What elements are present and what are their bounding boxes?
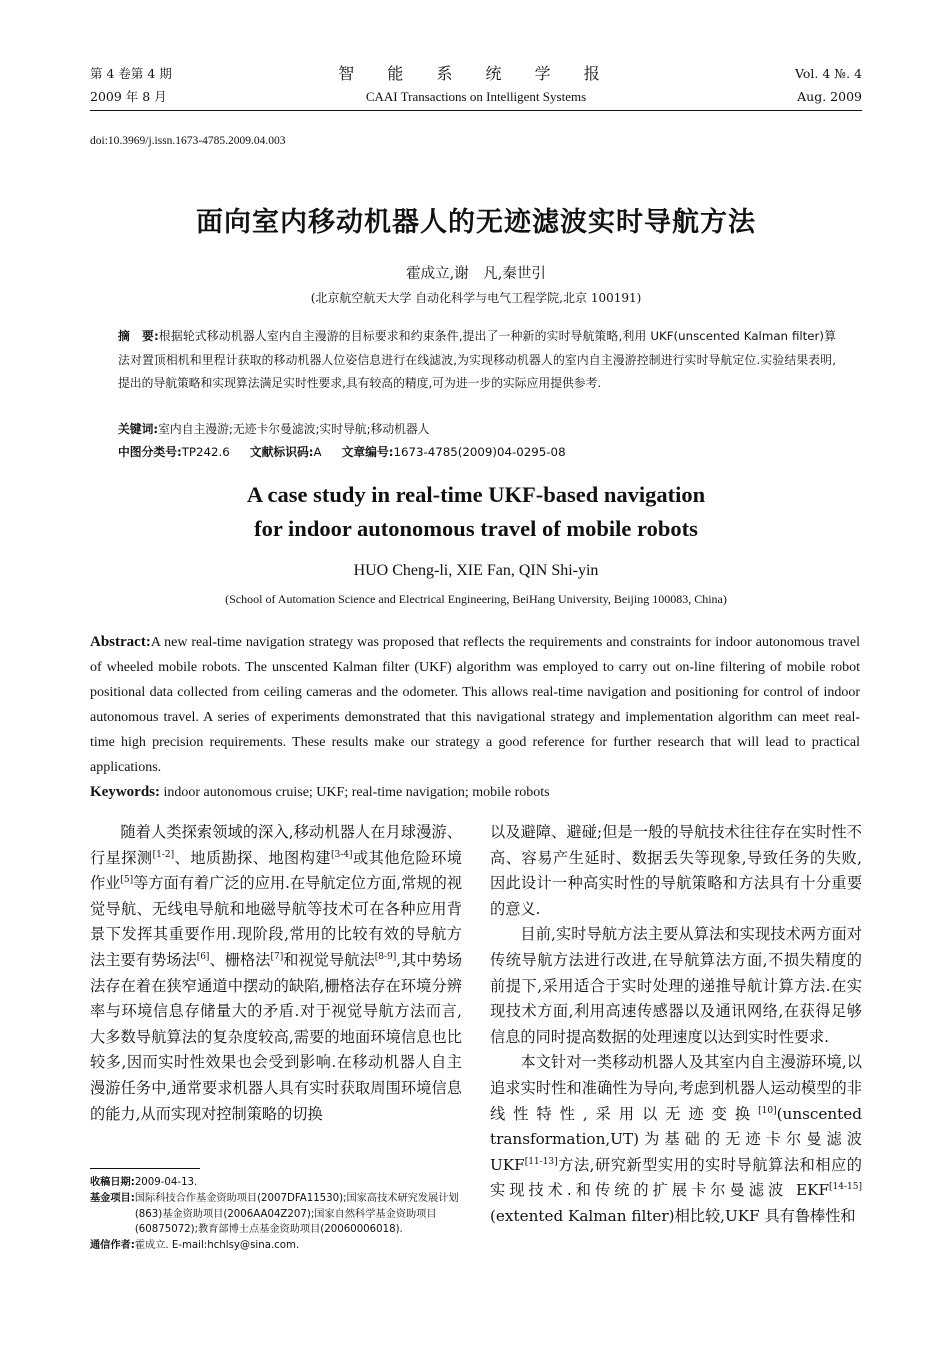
citation[interactable]: [11-13] bbox=[524, 1156, 558, 1167]
title-cn: 面向室内移动机器人的无迹滤波实时导航方法 bbox=[196, 207, 756, 238]
authors-cn: 霍成立,谢 凡,秦世引 bbox=[406, 266, 546, 282]
text-run: 或其他危险环境作业 bbox=[90, 848, 463, 893]
funding-label: 基金项目: bbox=[90, 1192, 135, 1204]
header-divider bbox=[90, 110, 862, 111]
text-run: 和视觉导航法 bbox=[283, 950, 375, 969]
volume-cn: 第 4 卷第 4 期 bbox=[90, 66, 172, 81]
abstract-cn-text: 根据轮式移动机器人室内自主漫游的目标要求和约束条件,提出了一种新的实时导航策略,利用 UKF(unscented Kalman filter)算法对置顶相机和里程计获取的移动机器人位姿信息进行在线滤波,为实现移动机器人的室内自主漫游控制进行实时导航定位.实验结果表明,提出的导航策略和实现算法满足实时性要求,具有较高的精度,可为进一步的实际应用提供参考. bbox=[118, 329, 837, 390]
footnotes bbox=[90, 1175, 462, 1254]
keywords-en-label: Keywords: bbox=[90, 784, 160, 800]
received-label: 收稿日期: bbox=[90, 1177, 135, 1188]
abstract-en-text: A new real-time navigation strategy was proposed that reflects the requirements and constraints for indoor autonomous travel of wheeled mobile robots. The unscented Kalman filter (UKF) algorithm was employed to carry out on-line filtering of mobile robot positional data collected from ceiling cameras and the odometer. This allows real-time navigation and positioning for control of indoor autonomous travel. A series of experiments demonstrated that this navigational strategy and implementation algorithm can meet real-time high precision requirements. These results make our strategy a good reference for further research that will lead to practical applications. bbox=[90, 635, 860, 775]
title-en-line2: for indoor autonomous travel of mobile robots bbox=[254, 516, 698, 541]
keywords-cn-label: 关键词: bbox=[118, 422, 159, 436]
text-run: 方法,研究新型实用的实时导航算法和相应的实现技术.和传统的扩展卡尔曼滤波 EKF bbox=[490, 1155, 862, 1200]
intro-paragraph-2: 目前,实时导航方法主要从算法和实现技术两方面对传统导航方法进行改进,在导航算法方面,不损失精度的前提下,采用适合于实时处理的递推导航计算方法.在实现技术方面,利用高速传感器以及通讯网络,在获得足够信息的同时提高数据的处理速度以达到实时性要求. bbox=[490, 925, 862, 1046]
clc-label: 中图分类号: bbox=[118, 445, 182, 459]
clc-value: TP242.6 bbox=[181, 445, 230, 459]
intro-paragraph-3 bbox=[490, 1050, 862, 1229]
citation[interactable]: [3-4] bbox=[330, 849, 353, 860]
classification-line bbox=[118, 441, 566, 463]
journal-header bbox=[90, 62, 862, 108]
text-run: ,其中势场法存在着在狭窄通道中摆动的缺陷,栅格法存在环境分辨率与环境信息存储量大的矛盾.对于视觉导航方法而言,大多数导航算法的复杂度较高,需要的地面环境信息也比较多,因而实时性效果也会受到影响.在移动机器人自主漫游任务中,通常要求机器人具有实时获取周围环境信息的能力,从而实现对控制策略的切换 bbox=[90, 950, 463, 1123]
corresponding-text: 霍成立. E-mail:hchlsy@sina.com. bbox=[134, 1240, 300, 1252]
text-run: 本文针对一类移动机器人及其室内自主漫游环境,以追求实时性和准确性为导向,考虑到机器人运动模型的非线性特性,采用以无迹变换 bbox=[490, 1053, 862, 1123]
article-no-value: 1673-4785(2009)04-0295-08 bbox=[393, 445, 566, 459]
citation[interactable]: [10] bbox=[758, 1105, 777, 1116]
article-no-label: 文章编号: bbox=[341, 445, 394, 459]
received-date: 2009-04-13. bbox=[134, 1177, 198, 1188]
affiliation-en: (School of Automation Science and Electrical Engineering, BeiHang University, Beijing 100083, China) bbox=[225, 592, 727, 606]
doc-code-value: A bbox=[313, 445, 322, 459]
journal-name-en: CAAI Transactions on Intelligent Systems bbox=[365, 89, 587, 104]
title-en-line1: A case study in real-time UKF-based navigation bbox=[246, 482, 706, 507]
body-column-right bbox=[490, 820, 862, 1230]
doc-code-label: 文献标识码: bbox=[249, 445, 314, 459]
date-en: Aug. 2009 bbox=[797, 89, 862, 104]
citation[interactable]: [14-15] bbox=[829, 1182, 862, 1193]
citation[interactable]: [1-2] bbox=[152, 849, 175, 860]
intro-paragraph-1-continued: 以及避障、避碰;但是一般的导航技术往往存在实时性不高、容易产生延时、数据丢失等现象,导致任务的失败,因此设计一种高实时性的导航策略和方法具有十分重要的意义. bbox=[490, 823, 862, 918]
volume-en: Vol. 4 №. 4 bbox=[794, 66, 862, 81]
keywords-en bbox=[90, 780, 550, 805]
text-run: 等方面有着广泛的应用.在导航定位方面,常规的视觉导航、无线电导航和地磁导航等技术可在各种应用背景下发挥其重要作用.现阶段,常用的比较有效的导航方法主要有势场法 bbox=[90, 874, 463, 969]
abstract-en bbox=[90, 630, 860, 780]
header-right bbox=[795, 62, 862, 108]
footnote-divider bbox=[90, 1168, 200, 1169]
footnote-corresponding bbox=[90, 1238, 462, 1254]
citation[interactable]: [7] bbox=[270, 951, 284, 962]
abstract-cn-label: 摘 要: bbox=[118, 329, 159, 343]
intro-paragraph-1 bbox=[90, 820, 462, 1127]
keywords-en-text: indoor autonomous cruise; UKF; real-time navigation; mobile robots bbox=[163, 785, 550, 800]
doi: doi:10.3969/j.issn.1673-4785.2009.04.003 bbox=[90, 135, 286, 147]
citation[interactable]: [5] bbox=[120, 875, 134, 886]
journal-name-cn: 智 能 系 统 学 报 bbox=[338, 64, 614, 83]
footnote-funding bbox=[90, 1191, 462, 1238]
date-cn: 2009 年 8 月 bbox=[90, 89, 167, 104]
corresponding-label: 通信作者: bbox=[90, 1240, 135, 1252]
abstract-cn bbox=[118, 325, 836, 396]
text-run: 随着人类探索领域的深入,移动机器人在月球漫游、行星探测 bbox=[90, 823, 462, 867]
title-en bbox=[0, 478, 952, 546]
citation[interactable]: [6] bbox=[196, 951, 210, 962]
citation[interactable]: [8-9] bbox=[374, 951, 397, 962]
text-run: (unscented transformation,UT)为基础的无迹卡尔曼滤波 UKF bbox=[490, 1104, 862, 1174]
authors-en: HUO Cheng-li, XIE Fan, QIN Shi-yin bbox=[353, 562, 599, 579]
text-run: 、栅格法 bbox=[209, 950, 271, 969]
funding-text: 国际科技合作基金资助项目(2007DFA11530);国家高技术研究发展计划(863)基金资助项目(2006AA04Z207);国家自然科学基金资助项目(60875072);教育部博士点基金资助项目(20060006018). bbox=[134, 1192, 459, 1236]
header-center bbox=[90, 62, 862, 108]
keywords-cn-text: 室内自主漫游;无迹卡尔曼滤波;实时导航;移动机器人 bbox=[158, 422, 430, 436]
keywords-cn bbox=[118, 418, 430, 440]
text-run: 、地质勘探、地图构建 bbox=[174, 848, 331, 867]
text-run: (extented Kalman filter)相比较,UKF 具有鲁棒性和 bbox=[490, 1206, 856, 1225]
abstract-en-label: Abstract: bbox=[90, 634, 151, 650]
body-column-left bbox=[90, 820, 462, 1127]
footnote-received bbox=[90, 1175, 462, 1191]
affiliation-cn: (北京航空航天大学 自动化科学与电气工程学院,北京 100191) bbox=[310, 291, 642, 305]
